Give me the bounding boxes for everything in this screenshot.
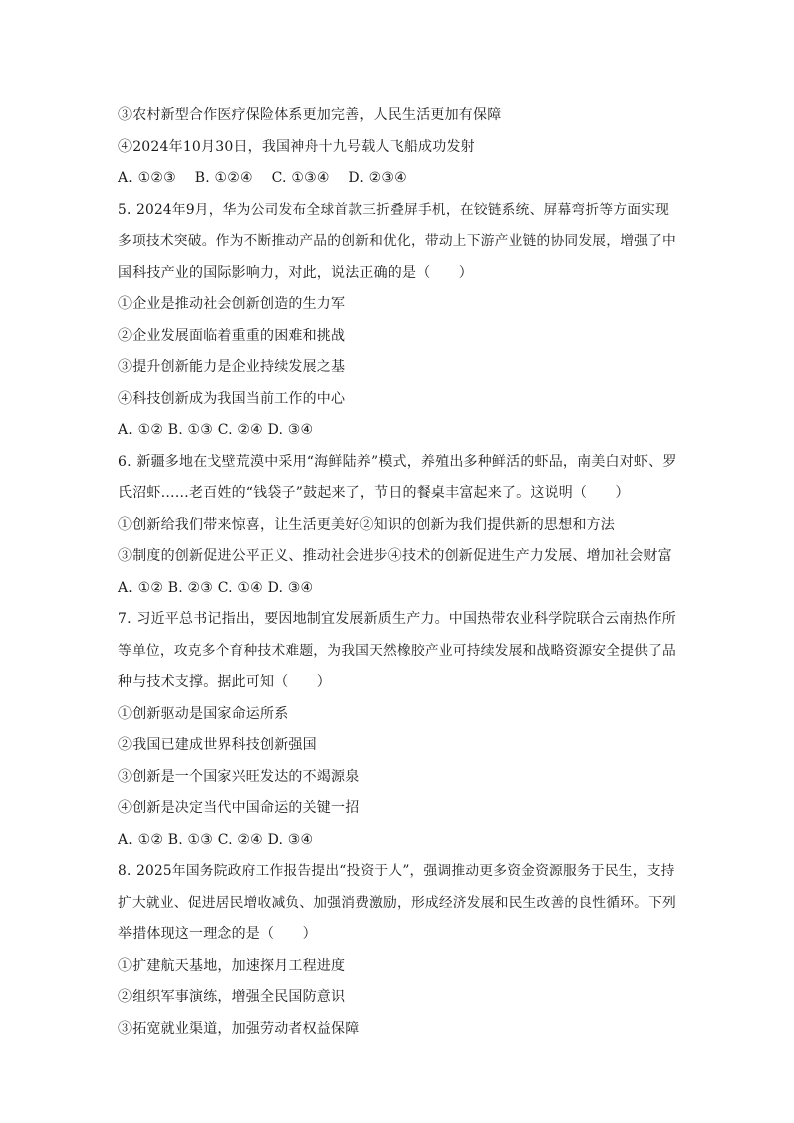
option-line: ①创新给我们带来惊喜，让生活更美好②知识的创新为我们提供新的思想和方法 [118,516,615,533]
option-line: ②组织军事演练，增强全民国防意识 [118,989,346,1005]
option-line: ④创新是决定当代中国命运的关键一招 [118,800,360,816]
question-8-stem: 举措体现这一理念的是（ ） [118,926,317,942]
option-line: ③创新是一个国家兴旺发达的不竭源泉 [118,768,360,785]
option-line: ③制度的创新促进公平正义、推动社会进步④技术的创新促进生产力发展、增加社会财富 [118,548,672,564]
option-line: ④2024年10月30日，我国神舟十九号载人飞船成功发射 [118,138,475,155]
option-line: ①创新驱动是国家命运所系 [118,705,289,722]
answer-choices: A. ①②③ B. ①②④ C. ①③④ D. ②③④ [118,170,407,186]
question-6-stem: 氏沼虾……老百姓的“钱袋子”鼓起来了，节日的餐桌丰富起来了。这说明（ ） [118,485,630,501]
answer-choices: A. ①② B. ①③ C. ②④ D. ③④ [118,831,314,848]
question-5-stem: 国科技产业的国际影响力，对此，说法正确的是（ ） [118,264,473,281]
question-5-stem: 5. 2024年9月，华为公司发布全球首款三折叠屏手机，在铰链系统、屏幕弯折等方面实现 [118,201,670,218]
question-8-stem: 扩大就业、促进居民增收减负、加强消费激励，形成经济发展和民生改善的良性循环。下列 [118,894,677,911]
answer-choices: A. ①② B. ①③ C. ②④ D. ③④ [118,422,314,438]
option-line: ②企业发展面临着重重的困难和挑战 [118,327,346,344]
document-page [118,100,678,1045]
option-line: ③提升创新能力是企业持续发展之基 [118,359,346,375]
question-7-stem: 7. 习近平总书记指出，要因地制宜发展新质生产力。中国热带农业科学院联合云南热作所 [118,611,677,627]
option-line: ③拓宽就业渠道，加强劳动者权益保障 [118,1020,360,1037]
question-8-stem: 8. 2025年国务院政府工作报告提出“投资于人”，强调推动更多资金资源服务于民生，支持 [118,863,675,879]
question-5-stem: 多项技术突破。作为不断推动产品的创新和优化，带动上下游产业链的协同发展，增强了中 [118,233,677,249]
question-7-stem: 等单位，攻克多个育种技术难题，为我国天然橡胶产业可持续发展和战略资源安全提供了品 [118,642,677,659]
question-7-stem: 种与技术支撑。据此可知（ ） [118,674,331,690]
answer-choices: A. ①② B. ②③ C. ①④ D. ③④ [118,579,314,596]
question-6-stem: 6. 新疆多地在戈壁荒漠中采用“海鲜陆养”模式，养殖出多种鲜活的虾品，南美白对虾、罗 [118,453,677,470]
option-line: ①企业是推动社会创新创造的生力军 [118,296,346,312]
option-line: ④科技创新成为我国当前工作的中心 [118,390,346,407]
option-line: ③农村新型合作医疗保险体系更加完善，人民生活更加有保障 [118,107,502,123]
option-line: ①扩建航天基地，加速探月工程进度 [118,957,346,974]
option-line: ②我国已建成世界科技创新强国 [118,737,317,753]
